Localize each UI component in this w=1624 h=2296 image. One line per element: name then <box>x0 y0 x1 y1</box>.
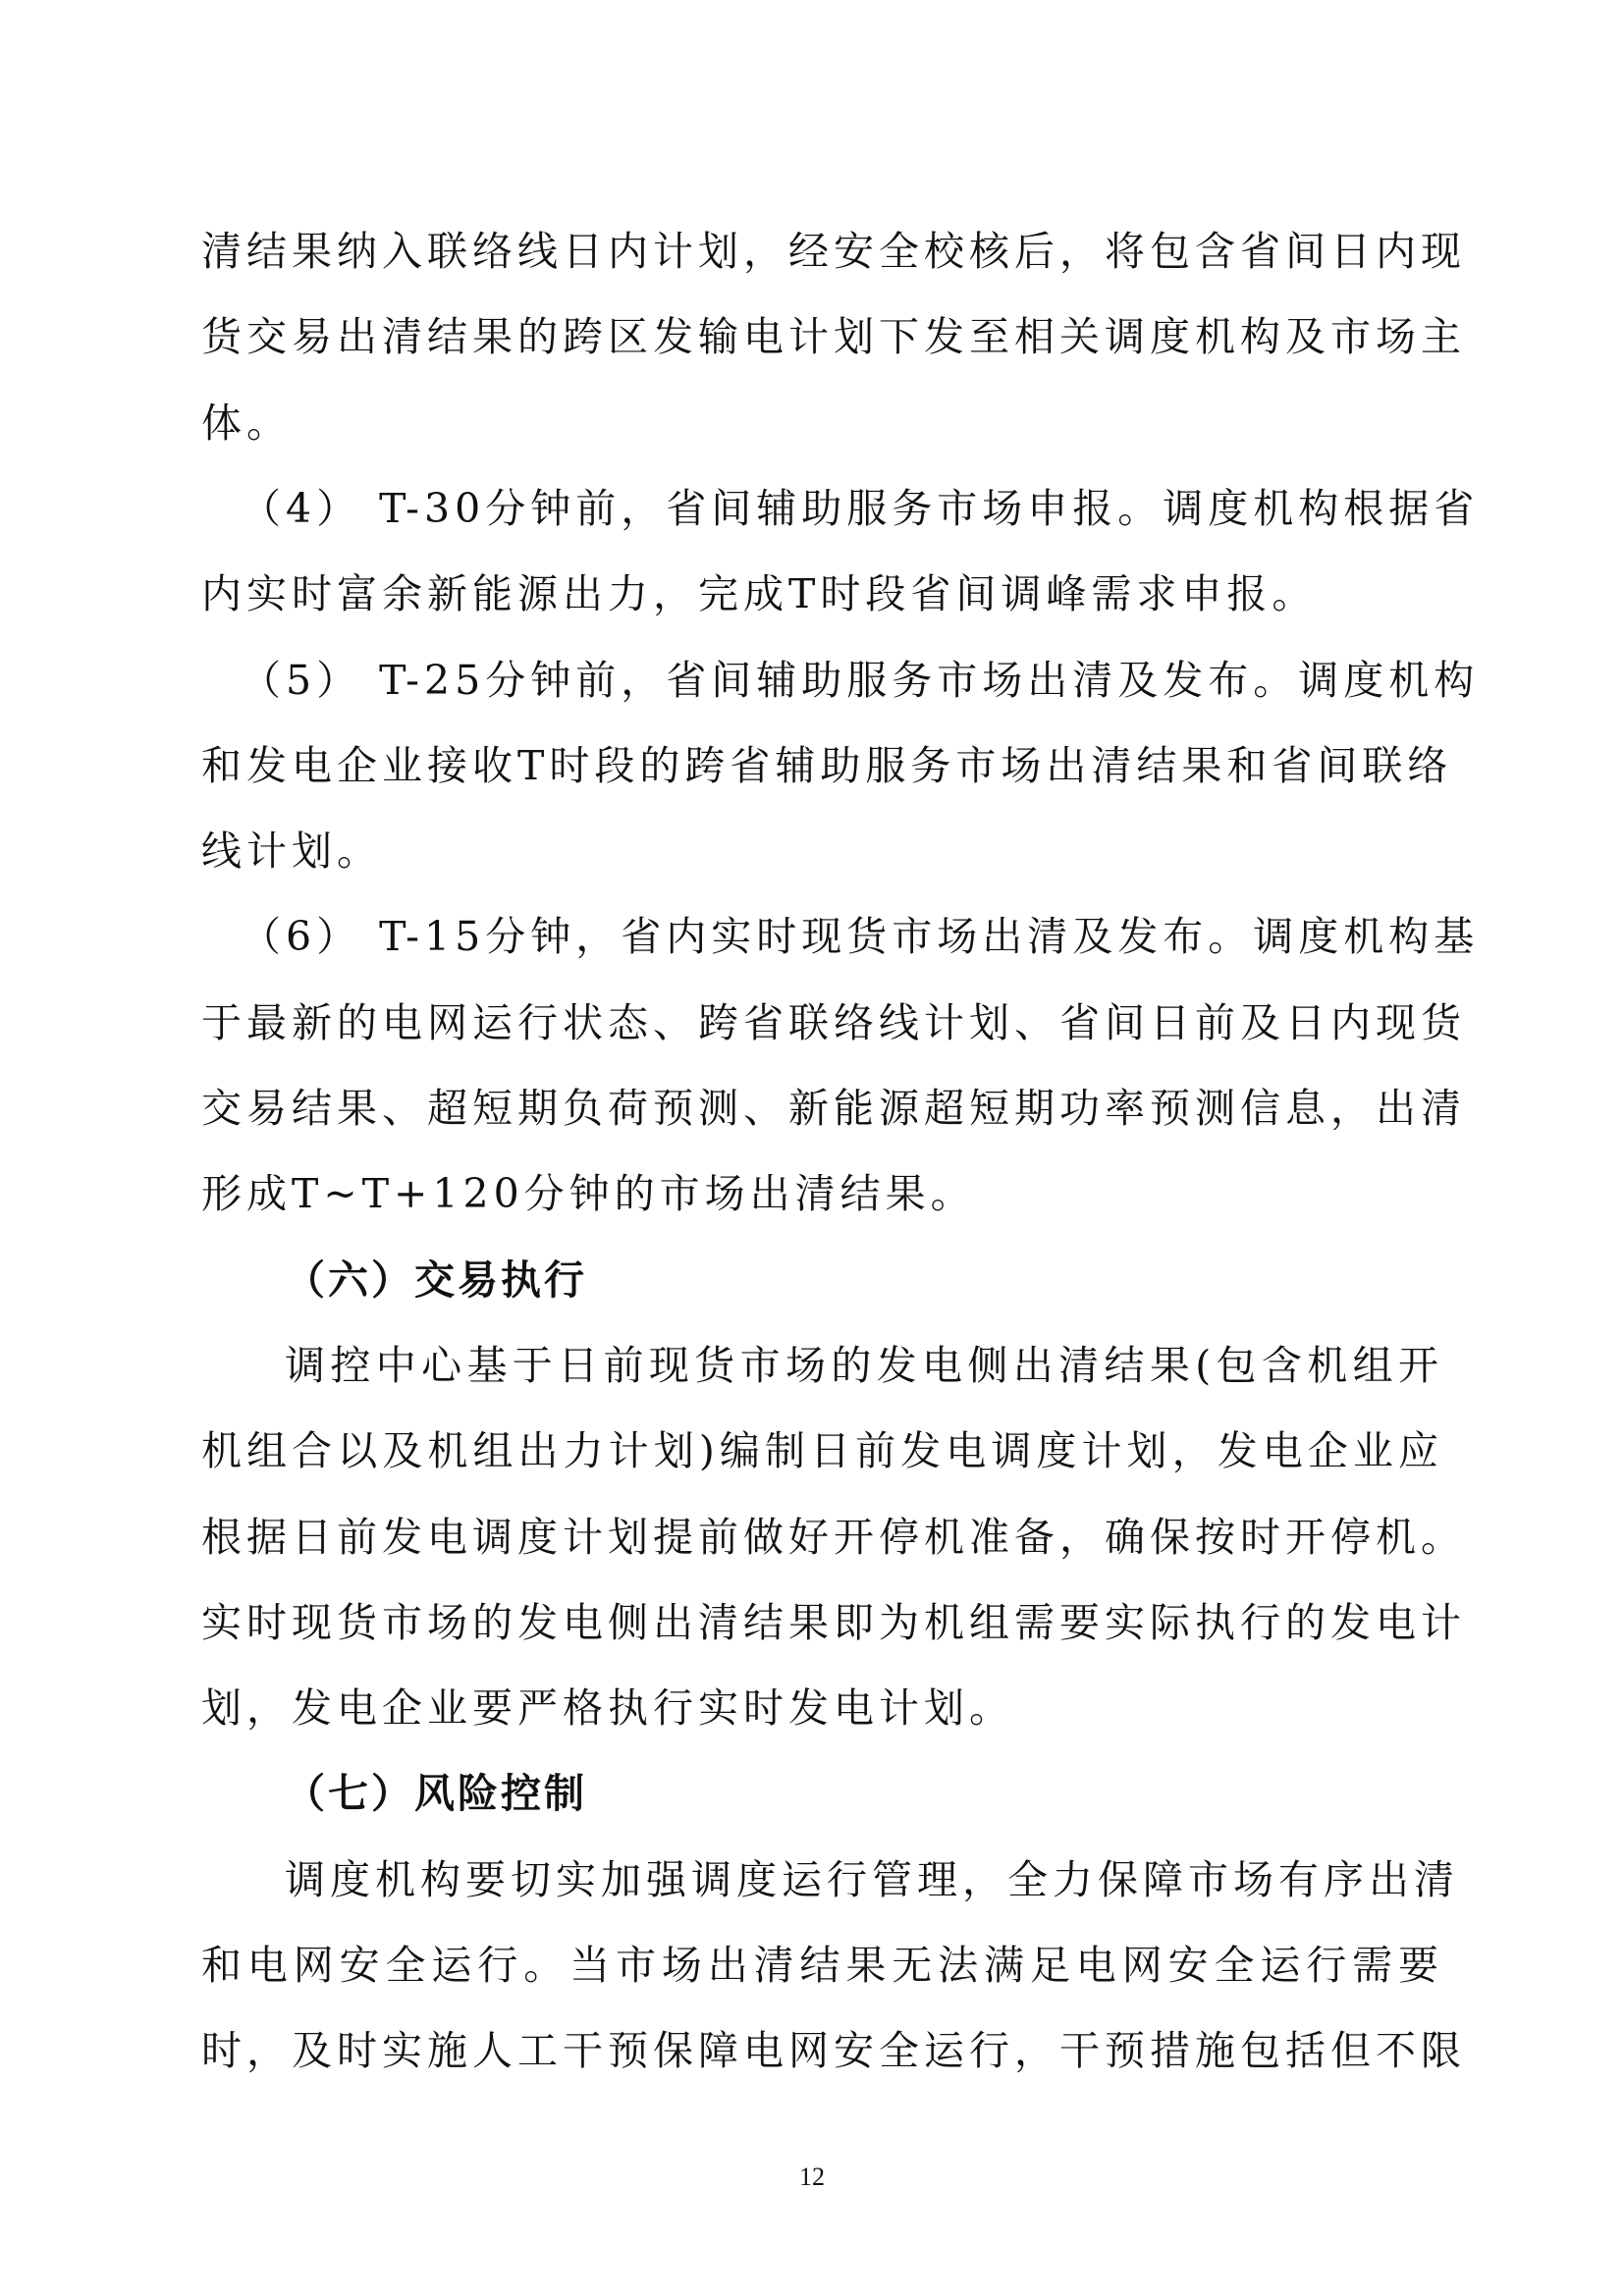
paragraph-line: 形成T~T+120分钟的市场出清结果。 <box>201 1170 976 1218</box>
paragraph-line: 时，及时实施人工干预保障电网安全运行，干预措施包括但不限 <box>201 2027 1466 2075</box>
paragraph-line: （4） T-30分钟前，省间辅助服务市场申报。调度机构根据省 <box>241 484 1480 532</box>
paragraph-line: 调控中心基于日前现货市场的发电侧出清结果(包含机组开 <box>285 1341 1443 1389</box>
paragraph-line: 实时现货市场的发电侧出清结果即为机组需要实际执行的发电计 <box>201 1598 1466 1646</box>
paragraph-line: 交易结果、超短期负荷预测、新能源超短期功率预测信息，出清 <box>201 1085 1466 1132</box>
paragraph-line: 调度机构要切实加强调度运行管理，全力保障市场有序出清 <box>285 1855 1459 1903</box>
paragraph-line: 和电网安全运行。当市场出清结果无法满足电网安全运行需要 <box>201 1942 1443 1989</box>
paragraph-line: 内实时富余新能源出力，完成T时段省间调峰需求申报。 <box>201 570 1318 618</box>
paragraph-line: 线计划。 <box>201 828 382 876</box>
section-heading: （七）风险控制 <box>285 1770 587 1818</box>
paragraph-line: （6） T-15分钟，省内实时现货市场出清及发布。调度机构基 <box>241 913 1480 961</box>
paragraph-line: 货交易出清结果的跨区发输电计划下发至相关调度机构及市场主 <box>201 313 1466 361</box>
paragraph-line: 和发电企业接收T时段的跨省辅助服务市场出清结果和省间联络 <box>201 741 1453 789</box>
paragraph-line: 于最新的电网运行状态、跨省联络线计划、省间日前及日内现货 <box>201 998 1466 1046</box>
paragraph-line: 机组合以及机组出力计划)编制日前发电调度计划，发电企业应 <box>201 1427 1443 1475</box>
section-heading: （六）交易执行 <box>285 1255 587 1304</box>
page-number: 12 <box>799 2163 825 2191</box>
paragraph-line: 清结果纳入联络线日内计划，经安全校核后，将包含省间日内现 <box>201 228 1466 275</box>
paragraph-line: 根据日前发电调度计划提前做好开停机准备，确保按时开停机。 <box>201 1513 1466 1561</box>
paragraph-line: （5） T-25分钟前，省间辅助服务市场出清及发布。调度机构 <box>241 656 1480 704</box>
paragraph-line: 划，发电企业要严格执行实时发电计划。 <box>201 1684 1014 1733</box>
paragraph-line: 体。 <box>201 399 292 447</box>
